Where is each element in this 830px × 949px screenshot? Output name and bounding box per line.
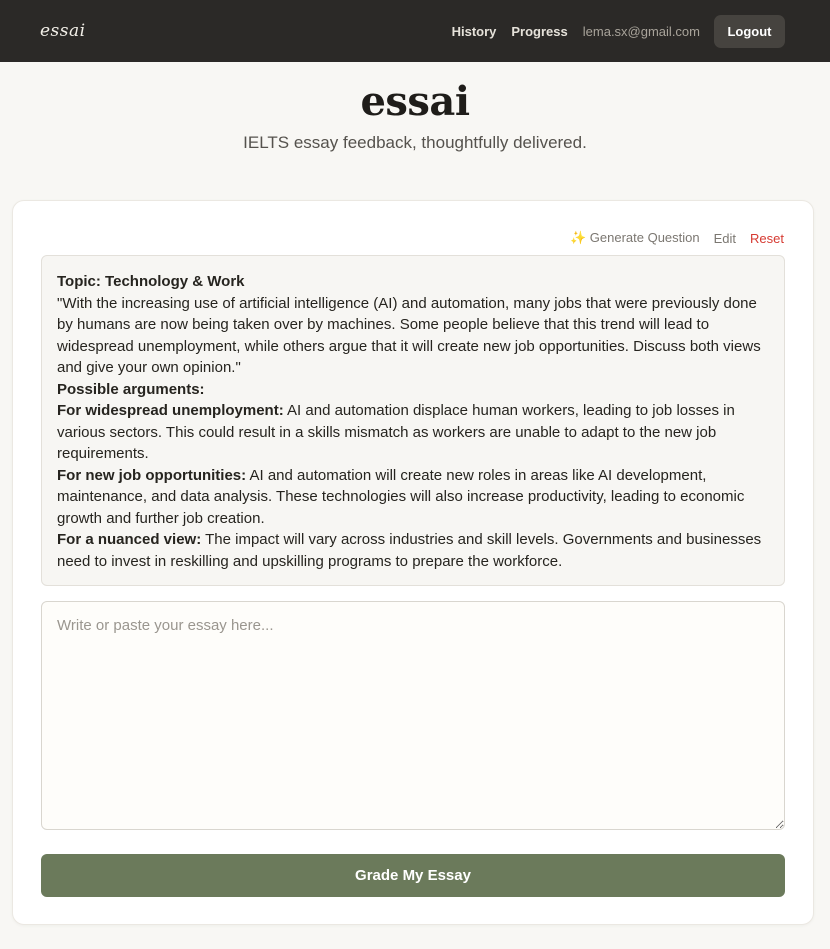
reset-button[interactable]: Reset bbox=[750, 230, 784, 246]
nav-history-link[interactable]: History bbox=[451, 23, 497, 39]
sparkles-icon: ✨ bbox=[569, 230, 587, 245]
essay-prompt bbox=[41, 255, 785, 586]
user-email: lema.sx@gmail.com bbox=[582, 23, 700, 39]
essay-input[interactable] bbox=[41, 601, 785, 830]
generate-question-label: Generate Question bbox=[589, 230, 700, 245]
arguments-heading: Possible arguments: bbox=[57, 380, 205, 398]
argument-text: AI and automation will create new roles in areas like AI development, maintenance, and data analysis. These technologies will also increase productivity, leading to economic growth and further job creation. bbox=[57, 466, 745, 527]
argument-text: AI and automation displace human workers, leading to job losses in various sectors. This could result in a skills mismatch as workers are unable to adapt to the new job requirements. bbox=[57, 402, 735, 462]
argument-label: For a nuanced view: bbox=[57, 531, 202, 548]
top-navbar bbox=[0, 0, 830, 62]
argument-label: For new job opportunities: bbox=[57, 466, 247, 484]
brand-logo[interactable]: essai bbox=[40, 21, 86, 41]
page-title: essai bbox=[360, 78, 470, 125]
logout-button[interactable]: Logout bbox=[714, 15, 785, 48]
page-subtitle: IELTS essay feedback, thoughtfully delivered. bbox=[243, 133, 587, 152]
argument-item bbox=[57, 400, 770, 465]
argument-item bbox=[57, 529, 770, 572]
nav-links bbox=[452, 15, 785, 48]
edit-button[interactable]: Edit bbox=[713, 230, 737, 246]
argument-text: The impact will vary across industries and skill levels. Governments and businesses need to invest in reskilling and upskilling programs to prepare the workforce. bbox=[57, 531, 762, 570]
generate-question-button[interactable] bbox=[570, 230, 700, 246]
argument-label: For widespread unemployment: bbox=[57, 402, 284, 419]
prompt-actions bbox=[570, 230, 784, 246]
argument-item bbox=[57, 465, 770, 530]
essay-card bbox=[12, 200, 814, 925]
nav-progress-link[interactable]: Progress bbox=[511, 23, 568, 39]
prompt-question: "With the increasing use of artificial intelligence (AI) and automation, many jobs that were previously done by humans are now being taken over by machines. Some people believe that this trend will lead to widespread unemployment, while others argue that it will create new job opportunities. Discuss both views and give your own opinion." bbox=[57, 294, 761, 376]
prompt-topic: Topic: Technology & Work bbox=[57, 273, 245, 290]
grade-essay-button[interactable]: Grade My Essay bbox=[41, 854, 785, 897]
